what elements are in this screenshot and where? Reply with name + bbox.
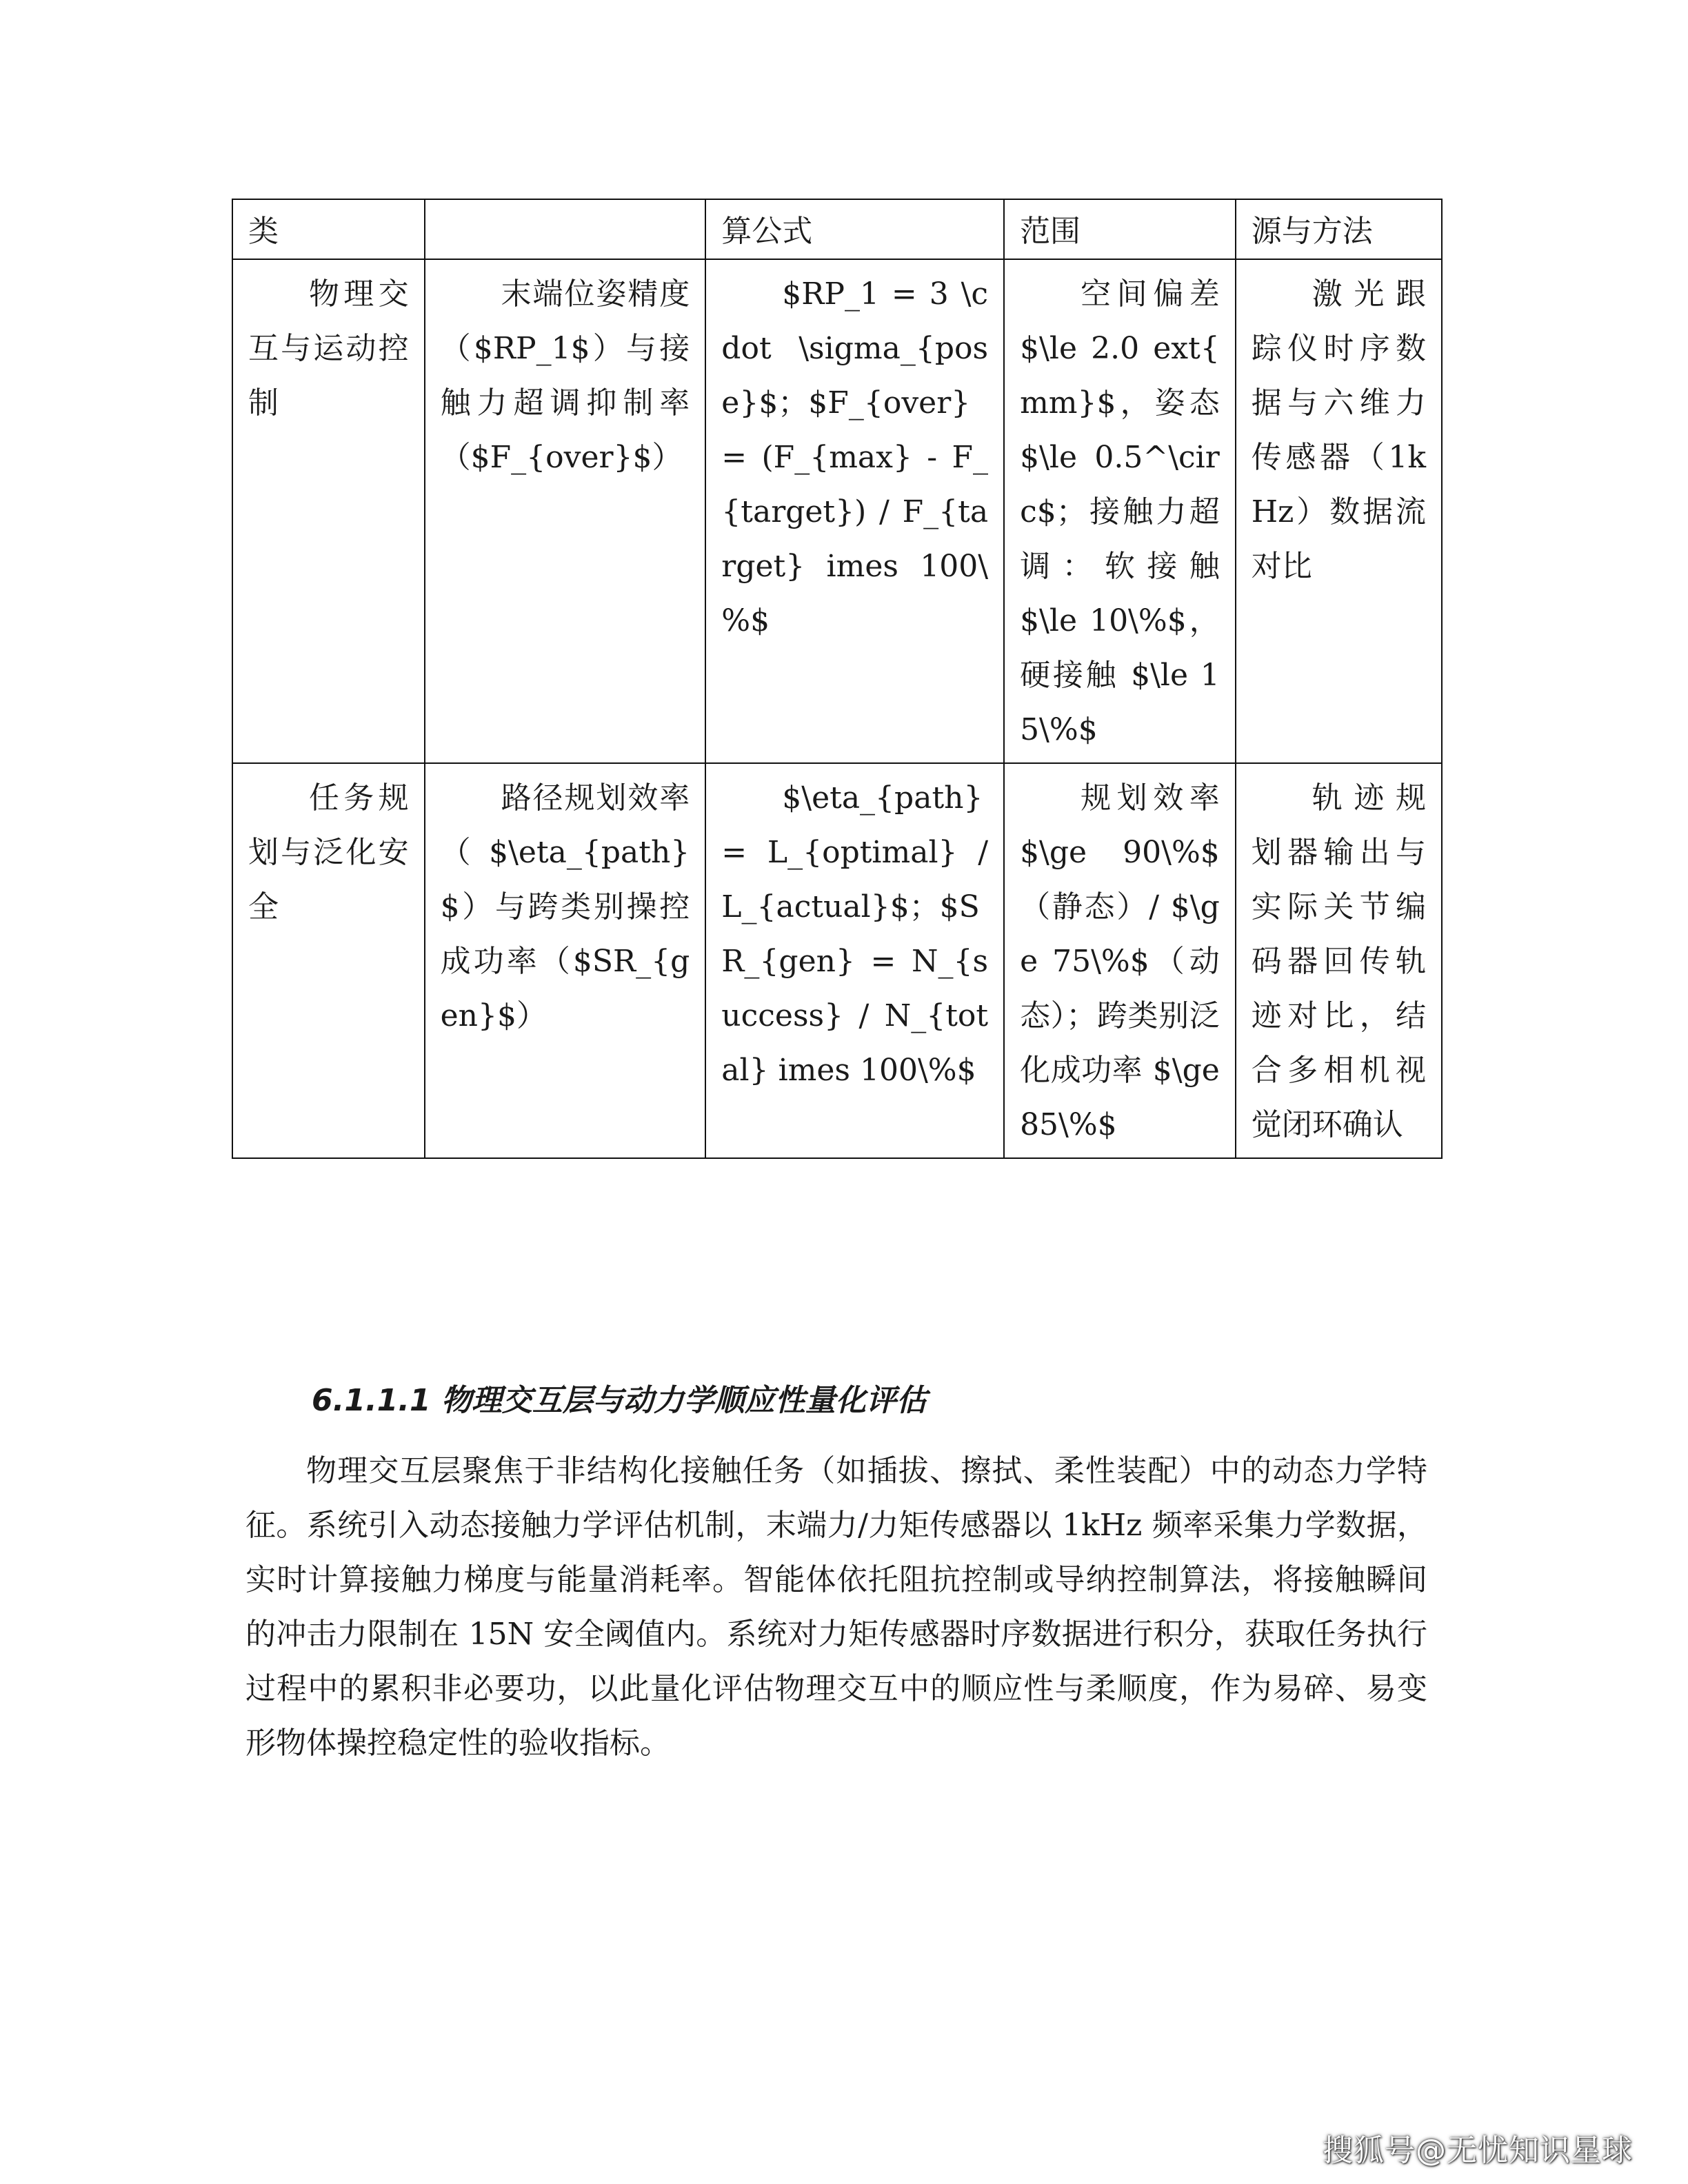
row-metric: 路径规划效率（$\eta_{path}$）与跨类别操控成功率（$SR_{gen}$） [425, 763, 706, 1158]
section-heading: 6.1.1.1 物理交互层与动力学顺应性量化评估 [312, 1383, 927, 1418]
metrics-table [232, 199, 1443, 1159]
row-source: 轨迹规划器输出与实际关节编码器回传轨迹对比，结合多相机视觉闭环确认 [1236, 763, 1442, 1158]
row-source: 激光跟踪仪时序数据与六维力传感器（1kHz）数据流对比 [1236, 259, 1442, 763]
section-body: 物理交互层聚焦于非结构化接触任务（如插拔、擦拭、柔性装配）中的动态力学特征。系统引入动态接触力学评估机制，末端力/力矩传感器以 1kHz 频率采集力学数据，实时计算接触力梯度与能量消耗率。智能体依托阻抗控制或导纳控制算法，将接触瞬间的冲击力限制在 15N 安全阈值内。系统对力矩传感器时序数据进行积分，获取任务执行过程中的累积非必要功，以此量化评估物理交互中的顺应性与柔顺度，作为易碎、易变形物体操控稳定性的验收指标。 [245, 1453, 1427, 1761]
header-category: 类 [232, 199, 425, 259]
row-range: 空间偏差 $\le 2.0 ext{ mm}$，姿态 $\le 0.5^\circ$；接触力超调：软接触 $\le 10\%$，硬接触 $\le 15\%$ [1004, 259, 1236, 763]
row-range: 规划效率 $\ge 90\%$（静态）/ $\ge 75\%$（动态）；跨类别泛化成功率 $\ge 85\%$ [1004, 763, 1236, 1158]
row-category: 物理交互与运动控制 [232, 259, 425, 763]
row-formula: $RP_1 = 3 \cdot \sigma_{pose}$；$F_{over} = (F_{max} - F_{target}) / F_{target} imes 100\%$ [705, 259, 1004, 763]
header-formula: 算公式 [705, 199, 1004, 259]
row-formula: $\eta_{path} = L_{optimal} / L_{actual}$；$SR_{gen} = N_{success} / N_{total} imes 100\%$ [705, 763, 1004, 1158]
table-row [232, 259, 1442, 763]
watermark-text: 搜狐号@无忧知识星球 [1323, 2133, 1633, 2168]
row-metric: 末端位姿精度（$RP_1$）与接触力超调抑制率（$F_{over}$） [425, 259, 706, 763]
header-range: 范围 [1004, 199, 1236, 259]
row-category: 任务规划与泛化安全 [232, 763, 425, 1158]
table-row [232, 763, 1442, 1158]
table-header-row [232, 199, 1442, 259]
header-metric [425, 199, 706, 259]
header-source: 源与方法 [1236, 199, 1442, 259]
